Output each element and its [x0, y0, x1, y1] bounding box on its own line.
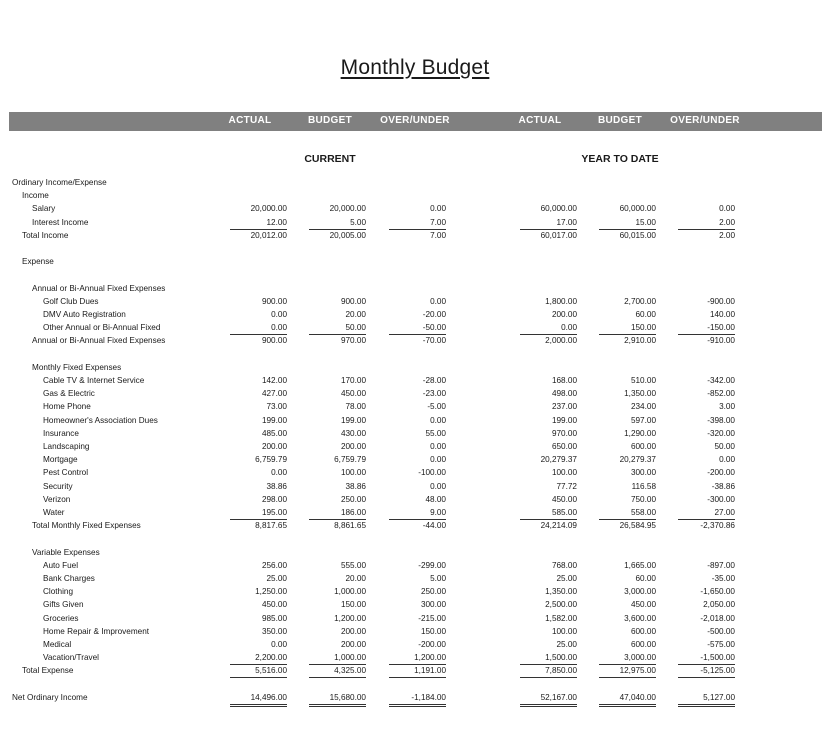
table-row [0, 414, 830, 427]
table-row [0, 519, 830, 532]
table-row [0, 268, 830, 281]
table-cell: 200.00 [340, 626, 366, 636]
row-label: Ordinary Income/Expense [12, 178, 107, 187]
row-label: Interest Income [32, 217, 89, 227]
table-cell: 38.86 [266, 481, 287, 491]
table-cell: -5,125.00 [678, 664, 735, 678]
table-row [0, 321, 830, 334]
table-row [0, 559, 830, 572]
table-cell: 170.00 [340, 376, 366, 385]
table-cell: 430.00 [340, 428, 366, 438]
row-label: Security [43, 481, 73, 491]
table-cell: -575.00 [707, 640, 735, 649]
table-cell: -200.00 [707, 468, 735, 478]
table-cell: 1,200.00 [334, 613, 366, 623]
table-cell: -852.00 [707, 389, 735, 399]
table-row [0, 532, 830, 545]
table-row [0, 453, 830, 466]
table-cell: 78.00 [345, 402, 366, 412]
table-cell: 2,200.00 [230, 651, 287, 665]
row-label: Annual or Bi-Annual Fixed Expenses [32, 336, 166, 346]
table-row [0, 480, 830, 493]
table-cell: 150.00 [599, 321, 656, 335]
table-cell: -897.00 [707, 560, 735, 570]
table-row [0, 440, 830, 453]
table-cell: 0.00 [271, 310, 287, 319]
table-row [0, 216, 830, 229]
table-cell: -1,650.00 [700, 587, 735, 597]
table-cell: 15.00 [599, 216, 656, 230]
table-row [0, 625, 830, 638]
table-cell: 60.00 [635, 574, 656, 583]
table-cell: 650.00 [551, 442, 577, 451]
table-cell: 199.00 [340, 415, 366, 425]
table-cell: 8,861.65 [334, 521, 366, 531]
table-cell: -342.00 [707, 376, 735, 385]
table-cell: 6,759.79 [255, 455, 287, 465]
column-header-budget-current: BUDGET [307, 115, 353, 126]
table-cell: 1,582.00 [545, 613, 577, 623]
table-row [0, 493, 830, 506]
table-cell: 12.00 [230, 216, 287, 230]
row-label: Total Expense [22, 666, 74, 676]
row-label: Annual or Bi-Annual Fixed Expenses [32, 283, 166, 293]
table-cell: 1,250.00 [255, 587, 287, 597]
table-cell: 50.00 [714, 442, 735, 451]
table-cell: -200.00 [418, 640, 446, 649]
table-cell: 1,500.00 [520, 651, 577, 665]
column-header-budget-ytd: BUDGET [597, 115, 643, 126]
table-cell: 17.00 [520, 216, 577, 230]
table-row [0, 295, 830, 308]
row-label: Clothing [43, 587, 74, 597]
table-cell: 20,279.37 [540, 455, 577, 465]
table-row [0, 427, 830, 440]
table-cell: 1,290.00 [624, 428, 656, 438]
table-cell: 485.00 [261, 428, 287, 438]
section-current: CURRENT [304, 153, 356, 165]
table-cell: 1,350.00 [624, 389, 656, 399]
table-cell: 2.00 [678, 216, 735, 230]
table-cell: 2,500.00 [545, 600, 577, 610]
row-label: Auto Fuel [43, 560, 79, 570]
table-cell: 7.00 [389, 216, 446, 230]
table-cell: 2,000.00 [545, 336, 577, 346]
table-cell: 20,005.00 [329, 230, 366, 240]
table-cell: 60,000.00 [619, 204, 656, 214]
table-cell: 2.00 [719, 230, 735, 240]
table-cell: 48.00 [425, 494, 446, 504]
row-label: Groceries [43, 613, 79, 623]
table-cell: 20.00 [345, 574, 366, 583]
table-cell: -300.00 [707, 494, 735, 504]
table-cell: 600.00 [630, 626, 656, 636]
table-cell: 0.00 [430, 455, 446, 465]
table-row [0, 387, 830, 400]
table-cell: 768.00 [551, 560, 577, 570]
table-cell: 3.00 [719, 402, 735, 412]
table-cell: 250.00 [420, 587, 446, 597]
row-label: Other Annual or Bi-Annual Fixed [43, 323, 161, 333]
table-cell: 350.00 [261, 626, 287, 636]
table-cell: 12,975.00 [599, 664, 656, 678]
table-cell: 199.00 [261, 415, 287, 425]
table-cell: -215.00 [418, 613, 446, 623]
table-cell: 300.00 [630, 468, 656, 478]
table-row [0, 546, 830, 559]
row-label: Medical [43, 640, 72, 649]
table-cell: -910.00 [707, 336, 735, 346]
table-cell: 20,279.37 [619, 455, 656, 465]
table-cell: 20,000.00 [250, 204, 287, 214]
table-cell: -299.00 [418, 560, 446, 570]
table-cell: -1,500.00 [678, 651, 735, 665]
table-row [0, 348, 830, 361]
row-label: Golf Club Dues [43, 296, 99, 306]
row-label: Monthly Fixed Expenses [32, 362, 122, 372]
section-year-to-date: YEAR TO DATE [581, 153, 659, 165]
table-cell: 2,700.00 [624, 296, 656, 306]
row-label: Mortgage [43, 455, 78, 465]
table-row [0, 229, 830, 242]
table-cell: 200.00 [340, 640, 366, 649]
table-cell: 200.00 [551, 310, 577, 319]
table-row [0, 400, 830, 413]
table-cell: 20.00 [345, 310, 366, 319]
table-row [0, 189, 830, 202]
table-cell: 27.00 [678, 506, 735, 520]
row-label: Verizon [43, 494, 71, 504]
table-cell: -2,018.00 [700, 613, 735, 623]
row-label: Bank Charges [43, 574, 95, 583]
row-label: Home Repair & Improvement [43, 626, 150, 636]
table-cell: 0.00 [719, 204, 735, 214]
table-cell: 60,017.00 [540, 230, 577, 240]
column-header-bar [9, 112, 822, 131]
row-label: Water [43, 508, 65, 517]
table-row [0, 612, 830, 625]
table-cell: 168.00 [551, 376, 577, 385]
row-label: Expense [22, 257, 54, 267]
table-cell: 970.00 [340, 336, 366, 346]
table-cell: -1,184.00 [389, 691, 446, 707]
page-title: Monthly Budget [340, 56, 490, 79]
table-cell: 0.00 [430, 296, 446, 306]
table-row [0, 374, 830, 387]
row-label: Landscaping [43, 442, 90, 451]
table-cell: 900.00 [261, 296, 287, 306]
table-row [0, 598, 830, 611]
table-cell: 985.00 [261, 613, 287, 623]
table-row [0, 255, 830, 268]
row-label: DMV Auto Registration [43, 310, 126, 319]
column-header-actual-current: ACTUAL [228, 115, 272, 126]
table-row [0, 506, 830, 519]
table-cell: 1,665.00 [624, 560, 656, 570]
table-cell: -70.00 [422, 336, 446, 346]
table-cell: -398.00 [707, 415, 735, 425]
table-cell: 7.00 [430, 230, 446, 240]
table-cell: -900.00 [707, 296, 735, 306]
table-cell: 20,000.00 [329, 204, 366, 214]
table-cell: 256.00 [261, 560, 287, 570]
row-label: Vacation/Travel [43, 653, 99, 663]
table-cell: 60.00 [635, 310, 656, 319]
table-cell: 3,000.00 [624, 587, 656, 597]
table-cell: 1,200.00 [389, 651, 446, 665]
table-cell: -5.00 [427, 402, 446, 412]
table-cell: 2,050.00 [703, 600, 735, 610]
table-cell: -500.00 [707, 626, 735, 636]
table-row [0, 466, 830, 479]
table-cell: 47,040.00 [599, 691, 656, 707]
table-cell: 510.00 [630, 376, 656, 385]
row-label: Net Ordinary Income [12, 692, 88, 702]
table-cell: 555.00 [340, 560, 366, 570]
table-cell: 427.00 [261, 389, 287, 399]
table-row [0, 361, 830, 374]
row-label: Total Monthly Fixed Expenses [32, 521, 141, 531]
table-cell: 5.00 [430, 574, 446, 583]
table-cell: 200.00 [261, 442, 287, 451]
table-cell: 900.00 [261, 336, 287, 346]
table-cell: 234.00 [630, 402, 656, 412]
table-cell: 26,584.95 [619, 521, 656, 531]
table-cell: 200.00 [340, 442, 366, 451]
table-cell: 558.00 [599, 506, 656, 520]
table-cell: 15,680.00 [309, 691, 366, 707]
table-cell: 100.00 [340, 468, 366, 478]
table-cell: 195.00 [230, 506, 287, 520]
table-row [0, 664, 830, 677]
table-cell: -320.00 [707, 428, 735, 438]
table-cell: 498.00 [551, 389, 577, 399]
table-cell: 60,015.00 [619, 230, 656, 240]
table-cell: -38.86 [711, 481, 735, 491]
table-cell: 5,516.00 [230, 664, 287, 678]
row-label: Cable TV & Internet Service [43, 376, 145, 385]
table-cell: 3,000.00 [599, 651, 656, 665]
table-cell: 150.00 [420, 626, 446, 636]
table-cell: 25.00 [556, 574, 577, 583]
row-label: Insurance [43, 428, 79, 438]
table-cell: 0.00 [430, 481, 446, 491]
table-cell: 750.00 [630, 494, 656, 504]
table-cell: 73.00 [266, 402, 287, 412]
table-cell: 450.00 [630, 600, 656, 610]
table-cell: 142.00 [261, 376, 287, 385]
table-cell: 237.00 [551, 402, 577, 412]
table-cell: 199.00 [551, 415, 577, 425]
table-cell: 4,325.00 [309, 664, 366, 678]
table-cell: 25.00 [556, 640, 577, 649]
table-row [0, 176, 830, 189]
table-cell: 1,191.00 [389, 664, 446, 678]
table-cell: 1,350.00 [545, 587, 577, 597]
row-label: Gas & Electric [43, 389, 95, 399]
table-cell: 0.00 [271, 468, 287, 478]
table-row [0, 282, 830, 295]
table-row [0, 334, 830, 347]
row-label: Homeowner's Association Dues [43, 415, 158, 425]
table-cell: 52,167.00 [520, 691, 577, 707]
table-cell: -28.00 [422, 376, 446, 385]
table-row [0, 202, 830, 215]
row-label: Home Phone [43, 402, 91, 412]
table-cell: 300.00 [420, 600, 446, 610]
table-cell: -44.00 [422, 521, 446, 531]
table-row [0, 242, 830, 255]
table-cell: 298.00 [261, 494, 287, 504]
table-cell: 450.00 [551, 494, 577, 504]
table-cell: 25.00 [266, 574, 287, 583]
table-cell: -150.00 [678, 321, 735, 335]
table-cell: 14,496.00 [230, 691, 287, 707]
table-cell: 38.86 [345, 481, 366, 491]
table-cell: 585.00 [520, 506, 577, 520]
row-label: Pest Control [43, 468, 89, 478]
table-cell: 77.72 [556, 481, 577, 491]
table-cell: -35.00 [711, 574, 735, 583]
table-cell: 450.00 [261, 600, 287, 610]
row-label: Income [22, 191, 49, 201]
table-cell: -20.00 [422, 310, 446, 319]
table-cell: -2,370.86 [700, 521, 735, 531]
table-cell: 597.00 [630, 415, 656, 425]
table-cell: 970.00 [551, 428, 577, 438]
row-label: Gifts Given [43, 600, 84, 610]
row-label: Total Income [22, 230, 69, 240]
table-cell: 0.00 [520, 321, 577, 335]
table-cell: 8,817.65 [255, 521, 287, 531]
table-cell: 900.00 [340, 296, 366, 306]
table-cell: 20,012.00 [250, 230, 287, 240]
table-cell: 0.00 [430, 442, 446, 451]
table-cell: 9.00 [389, 506, 446, 520]
row-label: Variable Expenses [32, 547, 100, 557]
table-cell: -23.00 [422, 389, 446, 399]
table-cell: 2,910.00 [624, 336, 656, 346]
table-cell: -50.00 [389, 321, 446, 335]
table-row [0, 678, 830, 691]
table-cell: 140.00 [709, 310, 735, 319]
table-cell: 150.00 [340, 600, 366, 610]
table-cell: 600.00 [630, 640, 656, 649]
table-row [0, 638, 830, 651]
column-header-actual-ytd: ACTUAL [518, 115, 562, 126]
table-cell: 3,600.00 [624, 613, 656, 623]
table-cell: 60,000.00 [540, 204, 577, 214]
table-cell: 55.00 [425, 428, 446, 438]
table-cell: 0.00 [230, 321, 287, 335]
row-label: Salary [32, 204, 56, 214]
table-cell: 6,759.79 [334, 455, 366, 465]
table-row [0, 585, 830, 598]
table-cell: 5.00 [309, 216, 366, 230]
table-cell: 186.00 [309, 506, 366, 520]
table-cell: 250.00 [340, 494, 366, 504]
table-cell: 1,000.00 [309, 651, 366, 665]
table-cell: 5,127.00 [678, 691, 735, 707]
table-cell: -100.00 [418, 468, 446, 478]
table-cell: 0.00 [430, 415, 446, 425]
column-header-over-under-ytd: OVER/UNDER [670, 115, 740, 126]
table-cell: 0.00 [430, 204, 446, 214]
column-header-over-under-current: OVER/UNDER [380, 115, 450, 126]
table-cell: 0.00 [719, 455, 735, 465]
table-cell: 1,800.00 [545, 296, 577, 306]
table-cell: 24,214.09 [540, 521, 577, 531]
table-cell: 100.00 [551, 626, 577, 636]
table-row [0, 691, 830, 704]
table-row [0, 651, 830, 664]
table-cell: 1,000.00 [334, 587, 366, 597]
table-cell: 450.00 [340, 389, 366, 399]
table-row [0, 308, 830, 321]
table-cell: 0.00 [271, 640, 287, 649]
table-cell: 100.00 [551, 468, 577, 478]
table-cell: 600.00 [630, 442, 656, 451]
table-cell: 116.58 [631, 481, 656, 491]
table-cell: 7,850.00 [520, 664, 577, 678]
table-cell: 50.00 [309, 321, 366, 335]
table-row [0, 572, 830, 585]
